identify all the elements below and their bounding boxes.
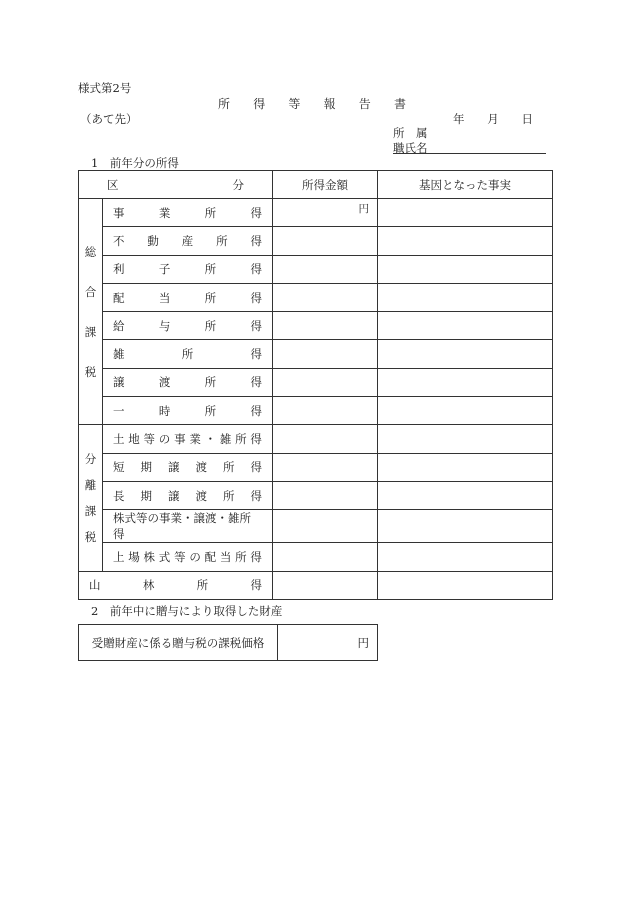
income-type-char: 業 <box>189 432 201 447</box>
group-label-char: 課 <box>84 324 97 339</box>
gift-amount-cell[interactable] <box>278 625 378 661</box>
income-type-char: 林 <box>142 578 155 593</box>
table-row <box>79 397 553 425</box>
name-label: 職氏名 <box>393 141 428 155</box>
income-type-char: 譲 <box>113 375 125 390</box>
section2-title: 2 前年中に贈与により取得した財産 <box>91 604 283 618</box>
income-type <box>103 199 273 227</box>
table-row <box>79 368 553 396</box>
section1-title: 1 前年分の所得 <box>91 156 179 170</box>
basis-cell[interactable] <box>378 283 553 311</box>
group-label-char: 合 <box>84 284 97 299</box>
date-char: 月 <box>487 112 499 126</box>
income-type-char: 地 <box>128 432 140 447</box>
income-type-char: 所 <box>235 549 247 564</box>
income-type-char: 渡 <box>158 375 171 390</box>
name-underline <box>393 153 546 154</box>
title-char: 書 <box>393 97 406 111</box>
forestry-income <box>79 571 273 599</box>
income-type-char: 当 <box>158 290 171 305</box>
income-type-char: 所 <box>223 460 235 475</box>
group-label-separate <box>79 425 103 571</box>
title-char: 報 <box>323 97 336 111</box>
basis-cell[interactable] <box>378 312 553 340</box>
income-type-char: 利 <box>113 262 125 277</box>
header-category-char: 分 <box>232 177 244 192</box>
income-type-char: 譲 <box>168 460 180 475</box>
basis-cell[interactable] <box>378 255 553 283</box>
income-type-char: の <box>158 432 171 447</box>
income-type-char: 得 <box>250 233 262 248</box>
group-label-char: 課 <box>84 503 97 518</box>
income-type <box>103 543 273 571</box>
income-type-char: 所 <box>204 375 217 390</box>
amount-cell[interactable] <box>273 397 378 425</box>
header-category-char: 区 <box>107 177 119 192</box>
income-type-char: 所 <box>223 488 235 503</box>
amount-cell[interactable] <box>273 255 378 283</box>
table-row <box>79 481 553 509</box>
table-row <box>79 340 553 368</box>
income-type-char: 事 <box>113 205 125 220</box>
income-type <box>103 425 273 453</box>
title-char: 告 <box>358 97 371 111</box>
date-char: 年 <box>453 112 465 126</box>
income-type-char: 所 <box>204 318 217 333</box>
basis-cell[interactable] <box>378 368 553 396</box>
table-row <box>79 255 553 283</box>
income-type <box>103 453 273 481</box>
basis-cell[interactable] <box>378 227 553 255</box>
income-type-char: 所 <box>204 290 217 305</box>
income-type-char: 譲 <box>168 488 180 503</box>
income-type-char: 上 <box>113 549 125 564</box>
header-category <box>79 171 273 199</box>
amount-cell[interactable] <box>273 368 378 396</box>
income-type-char: の <box>189 549 201 564</box>
income-type-char: 得 <box>250 403 262 418</box>
header-row <box>79 171 553 199</box>
income-type-char: 配 <box>113 290 125 305</box>
income-type <box>103 312 273 340</box>
group-label-char: 税 <box>84 364 97 379</box>
income-type-char: 得 <box>250 460 262 475</box>
income-type-char: 所 <box>216 233 228 248</box>
income-type-char: 事 <box>174 432 186 447</box>
income-type-char: 産 <box>181 233 194 248</box>
table-row <box>79 312 553 340</box>
income-type-char: 雑 <box>113 347 125 362</box>
income-type-char: 雑 <box>219 432 232 447</box>
amount-cell[interactable] <box>273 283 378 311</box>
income-type-char: 動 <box>147 233 159 248</box>
group-label-comprehensive <box>79 199 103 425</box>
income-type-char: 所 <box>196 578 209 593</box>
income-type-char: 所 <box>181 347 194 362</box>
basis-cell[interactable] <box>378 340 553 368</box>
basis-cell[interactable] <box>378 571 553 599</box>
income-type-char: 長 <box>113 488 125 503</box>
income-type-char: 得 <box>250 432 262 447</box>
group-label-char: 総 <box>84 244 97 259</box>
group-label-char: 離 <box>84 477 97 492</box>
income-type-char: 得 <box>250 262 262 277</box>
amount-cell[interactable] <box>273 543 378 571</box>
yen-unit: 円 <box>358 203 369 215</box>
income-type-char: 所 <box>204 205 217 220</box>
amount-cell[interactable] <box>273 510 378 543</box>
table-row <box>79 227 553 255</box>
income-type-char: 時 <box>158 403 171 418</box>
income-type-char: 山 <box>89 578 101 593</box>
basis-cell[interactable] <box>378 510 553 543</box>
gift-table <box>78 624 378 661</box>
income-type <box>103 283 273 311</box>
amount-cell[interactable] <box>273 571 378 599</box>
income-type-char: 子 <box>158 262 171 277</box>
table-row <box>79 199 553 227</box>
income-type-char: 得 <box>250 347 262 362</box>
income-type-char: 一 <box>113 403 125 418</box>
income-type-char: 短 <box>113 460 125 475</box>
income-type-char: 配 <box>204 549 217 564</box>
income-type <box>103 368 273 396</box>
title-char: 等 <box>288 97 301 111</box>
table-row <box>79 510 553 543</box>
date-char: 日 <box>521 112 533 126</box>
income-type-char: 得 <box>250 205 262 220</box>
header-basis: 基因となった事実 <box>378 171 553 199</box>
form-number: 様式第2号 <box>78 81 132 95</box>
amount-cell[interactable] <box>273 199 378 227</box>
income-type-char: 株式等の事業・譲渡・雑所得 <box>113 511 251 542</box>
income-type <box>103 340 273 368</box>
income-type-char: 当 <box>219 549 232 564</box>
affiliation-label: 所 属 <box>393 126 428 140</box>
income-type-char: 所 <box>204 262 217 277</box>
amount-cell[interactable] <box>273 227 378 255</box>
amount-cell[interactable] <box>273 340 378 368</box>
income-type-char: 不 <box>113 233 125 248</box>
income-type-char: 得 <box>250 318 262 333</box>
amount-cell[interactable] <box>273 481 378 509</box>
income-type-char: 給 <box>113 318 125 333</box>
income-type-char: 得 <box>250 488 262 503</box>
income-type-char: 得 <box>250 578 262 593</box>
income-type-char: 等 <box>174 549 186 564</box>
income-type-char: 得 <box>250 549 262 564</box>
basis-cell[interactable] <box>378 397 553 425</box>
basis-cell[interactable] <box>378 453 553 481</box>
income-type <box>103 481 273 509</box>
header-amount: 所得金額 <box>273 171 378 199</box>
table-row <box>79 425 553 453</box>
income-table <box>78 170 553 600</box>
table-row <box>79 453 553 481</box>
income-type-char: 渡 <box>195 460 207 475</box>
basis-cell[interactable] <box>378 199 553 227</box>
basis-cell[interactable] <box>378 481 553 509</box>
amount-cell[interactable] <box>273 453 378 481</box>
basis-cell[interactable] <box>378 543 553 571</box>
amount-cell[interactable] <box>273 312 378 340</box>
income-type-char: 期 <box>140 488 152 503</box>
income-type <box>103 255 273 283</box>
table-row <box>79 571 553 599</box>
income-type-char: 株 <box>143 549 156 564</box>
income-type-char: 所 <box>204 403 217 418</box>
income-type-char: 土 <box>113 432 125 447</box>
income-type-char: 所 <box>235 432 247 447</box>
document-title <box>218 95 406 112</box>
income-type-char: ・ <box>204 432 217 447</box>
date-line <box>453 111 533 127</box>
title-char: 得 <box>253 97 266 111</box>
income-type-char: 期 <box>140 460 152 475</box>
income-type-char: 等 <box>143 432 156 447</box>
amount-cell[interactable] <box>273 425 378 453</box>
income-type <box>103 397 273 425</box>
table-row <box>79 283 553 311</box>
table-row <box>79 543 553 571</box>
income-type-char: 得 <box>250 290 262 305</box>
income-type-char: 場 <box>128 549 140 564</box>
gift-tax-label: 受贈財産に係る贈与税の課税価格 <box>79 625 278 661</box>
income-type-char: 得 <box>250 375 262 390</box>
group-label-char: 分 <box>84 451 97 466</box>
title-char: 所 <box>218 97 231 111</box>
income-type <box>103 510 273 543</box>
gift-yen: 円 <box>357 635 369 650</box>
addressee: （あて先） <box>80 112 138 126</box>
income-type <box>103 227 273 255</box>
basis-cell[interactable] <box>378 425 553 453</box>
income-type-char: 渡 <box>195 488 207 503</box>
income-type-char: 与 <box>158 318 171 333</box>
income-type-char: 業 <box>158 205 171 220</box>
group-label-char: 税 <box>84 529 97 544</box>
income-type-char: 式 <box>158 549 171 564</box>
